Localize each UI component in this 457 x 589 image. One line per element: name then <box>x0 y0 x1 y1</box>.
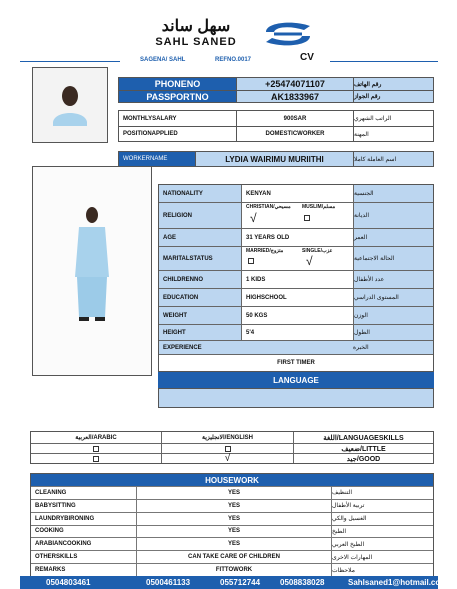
marital-single-check-icon: √ <box>306 254 313 268</box>
full-body-photo <box>32 166 152 376</box>
lang-english-header: ENGLISH/الانجليزية <box>161 432 293 443</box>
marital-label: MARITALSTATUS <box>159 247 241 271</box>
header-rule-right <box>330 61 438 62</box>
nationality-label: NATIONALITY <box>159 185 241 203</box>
weight-label-arabic: الوزن <box>353 307 433 325</box>
worker-name-value: LYDIA WAIRIMU MURIITHI <box>195 152 353 166</box>
housework-row-value: YES <box>136 525 331 538</box>
reference-number: REFNO.0017 <box>215 57 252 63</box>
children-label: CHILDRENNO <box>159 271 241 289</box>
agent-label: SAGENA/ SAHL <box>140 57 186 63</box>
passport-label-arabic: رقم الجواز <box>353 90 433 102</box>
header-rule-left <box>20 61 120 62</box>
footer-bar <box>20 576 448 589</box>
marital-options <box>241 247 353 271</box>
age-label-arabic: العمر <box>353 229 433 247</box>
housework-row-label-arabic: ملاحظات <box>331 563 433 576</box>
person-portrait-icon <box>33 68 107 142</box>
housework-row-value: YES <box>136 499 331 512</box>
housework-row-label: CLEANING <box>31 486 136 499</box>
passport-label: PASSPORTNO <box>119 90 236 102</box>
education-value: HIGHSCHOOL <box>241 289 353 307</box>
salary-label-arabic: الراتب الشهري <box>353 111 433 126</box>
housework-row-label-arabic: الغسيل والكي <box>331 512 433 525</box>
footer-phone-2[interactable]: 0500461133 <box>146 578 191 587</box>
housework-row-label-arabic: الطبخ <box>331 525 433 538</box>
housework-row-value: YES <box>136 537 331 550</box>
marital-label-arabic: الحالة الاجتماعية <box>353 247 433 271</box>
lang-arabic-header: ARABIC/العربية <box>75 435 117 441</box>
worker-name-label: WORKERNAME <box>119 152 195 166</box>
footer-phone-4[interactable]: 0508838028 <box>280 578 325 587</box>
housework-row-label: ARABIANCOOKING <box>31 537 136 550</box>
housework-row-value: FITTOWORK <box>136 563 331 576</box>
housework-row-value: YES <box>136 512 331 525</box>
person-full-body-icon <box>33 167 151 375</box>
lang-level-good: GOOD/جيد <box>293 453 433 463</box>
lang-level-little: LITTLE/ضعيف <box>293 443 433 453</box>
experience-label-arabic: الخبرة <box>353 341 433 355</box>
age-label: AGE <box>159 229 241 247</box>
weight-label: WEIGHT <box>159 307 241 325</box>
footer-email[interactable]: Sahlsaned1@hotmail.com <box>348 578 448 587</box>
worker-name-label-arabic: اسم العاملة كاملا <box>353 152 433 166</box>
lang-english-little-cell <box>161 443 293 453</box>
height-value: 5'4 <box>241 325 353 341</box>
language-banner-spacer <box>158 388 434 408</box>
lang-english-good-check-icon: √ <box>161 453 293 463</box>
nationality-label-arabic: الجنسية <box>353 185 433 203</box>
marital-married-checkbox[interactable] <box>248 258 254 264</box>
phone-label-arabic: رقم الهاتف <box>353 78 433 90</box>
height-label: HEIGHT <box>159 325 241 341</box>
housework-row-label: REMARKS <box>31 563 136 576</box>
marital-married-label: MARRIED/متزوج <box>246 248 284 254</box>
housework-row-value: YES <box>136 486 331 499</box>
position-label: POSITIONAPPLIED <box>119 126 236 141</box>
education-label: EDUCATION <box>159 289 241 307</box>
lang-arabic-little-cell <box>31 443 161 453</box>
education-label-arabic: المستوى الدراسي <box>353 289 433 307</box>
position-value: DOMESTICWORKER <box>236 126 353 141</box>
religion-options <box>241 203 353 229</box>
brand-logo <box>140 16 320 52</box>
nationality-value: KENYAN <box>241 185 353 203</box>
religion-label: RELIGION <box>159 203 241 229</box>
religion-christian-check-icon: √ <box>250 211 257 225</box>
housework-row-label: COOKING <box>31 525 136 538</box>
brand-name-english: SAHL SANED <box>155 36 237 48</box>
housework-row-label-arabic: المهارات الاخرى <box>331 550 433 563</box>
salary-value: 900SAR <box>236 111 353 126</box>
phone-label: PHONENO <box>119 78 236 90</box>
details-table <box>158 184 434 372</box>
footer-phone-3[interactable]: 055712744 <box>220 578 261 587</box>
housework-rows <box>31 486 433 576</box>
housework-row-label-arabic: التنظيف <box>331 486 433 499</box>
religion-muslim-label: MUSLIM/مسلم <box>302 204 336 210</box>
marital-single-label: SINGLE/عزب <box>302 248 333 254</box>
job-table <box>118 110 434 142</box>
housework-table <box>30 473 434 577</box>
brand-emblem-icon <box>258 18 318 50</box>
religion-muslim-checkbox[interactable] <box>304 215 310 221</box>
housework-row-label: OTHERSKILLS <box>31 550 136 563</box>
housework-row-label: LAUNDRYBIRONING <box>31 512 136 525</box>
weight-value: 50 KGS <box>241 307 353 325</box>
children-label-arabic: عدد الأطفال <box>353 271 433 289</box>
height-label-arabic: الطول <box>353 325 433 341</box>
footer-phone-1[interactable]: 0504803461 <box>46 578 91 587</box>
contact-table <box>118 77 434 103</box>
children-value: 1 KIDS <box>241 271 353 289</box>
brand-name-arabic: سهل ساند <box>161 18 231 35</box>
age-value: 31 YEARS OLD <box>241 229 353 247</box>
lang-arabic-little-checkbox[interactable] <box>93 446 99 452</box>
phone-value: +25474071107 <box>236 78 353 90</box>
passport-value: AK1833967 <box>236 90 353 102</box>
portrait-photo <box>32 67 108 143</box>
worker-name-row <box>118 151 434 167</box>
salary-label: MONTHLYSALARY <box>123 115 177 122</box>
housework-row-label-arabic: الطبخ العربي <box>331 537 433 550</box>
experience-value: FIRST TIMER <box>159 355 433 371</box>
position-label-arabic: المهنة <box>353 126 433 141</box>
housework-title: HOUSEWORK <box>31 474 433 486</box>
lang-arabic-good-cell <box>31 453 161 463</box>
language-skills-table <box>30 431 434 464</box>
housework-row-label: BABYSITTING <box>31 499 136 512</box>
lang-english-little-checkbox[interactable] <box>225 446 231 452</box>
housework-row-label-arabic: تربية الأطفال <box>331 499 433 512</box>
language-banner: LANGUAGE <box>158 372 434 388</box>
cv-label: CV <box>300 52 314 63</box>
lang-skills-header: LANGUAGESKILLS/اللغة <box>293 432 433 443</box>
housework-row-value: CAN TAKE CARE OF CHILDREN <box>136 550 331 563</box>
religion-christian-label: CHRISTIAN/مسيحي <box>246 204 291 210</box>
experience-label: EXPERIENCE <box>159 341 353 355</box>
lang-arabic-good-checkbox[interactable] <box>93 456 99 462</box>
religion-label-arabic: الديانة <box>353 203 433 229</box>
